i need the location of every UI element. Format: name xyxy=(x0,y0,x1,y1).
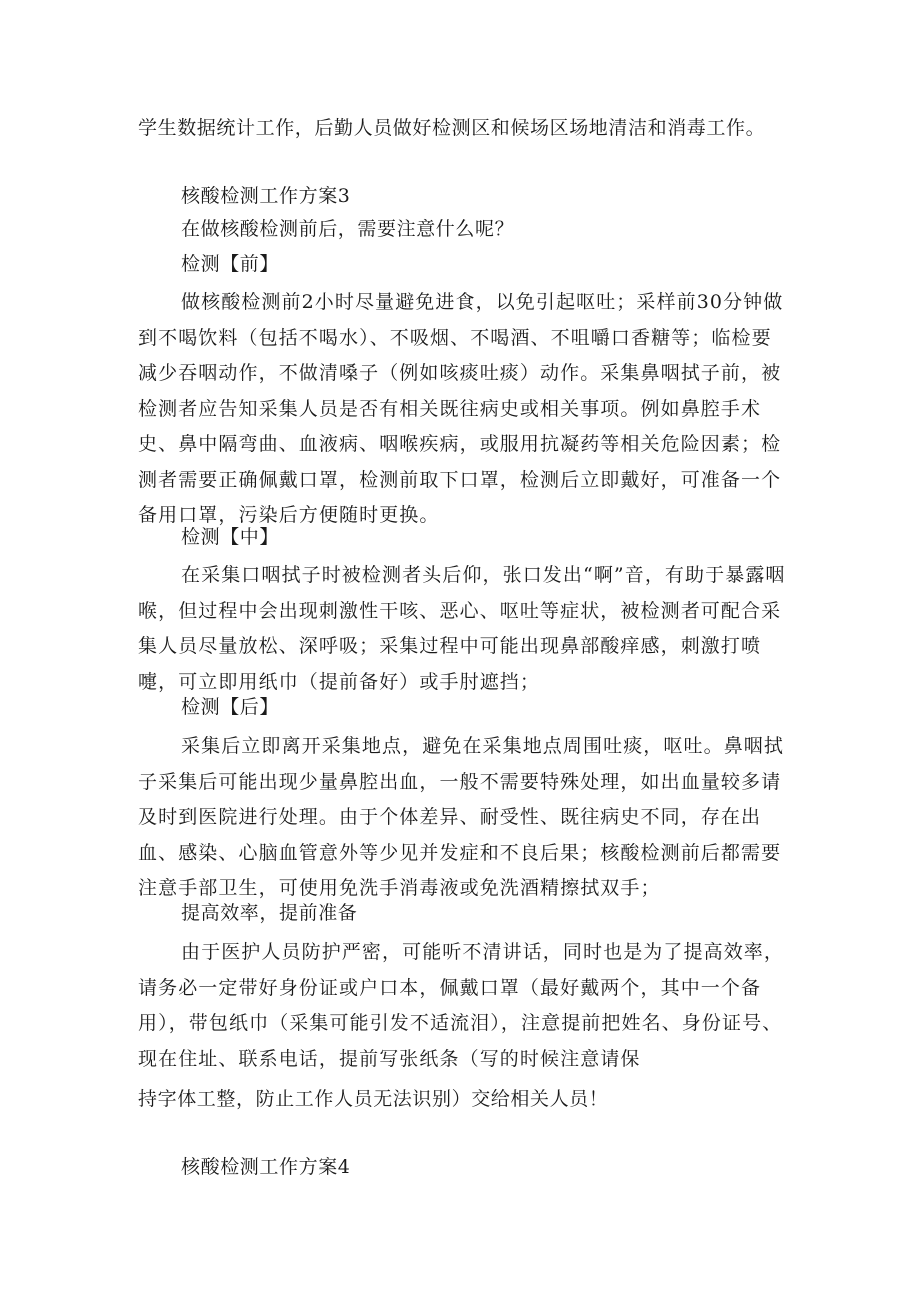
before-paragraph: 做核酸检测前2小时尽量避免进食，以免引起呕吐；采样前30分钟做到不喝饮料（包括不喝水）、不吸烟、不喝酒、不咀嚼口香糖等；临检要减少吞咽动作，不做清嗓子（例如咳痰吐痰）动作。采集鼻咽拭子前，被检测者应告知采集人员是否有相关既往病史或相关事项。例如鼻腔手术史、鼻中隔弯曲、血液病、咽喉疾病，或服用抗凝药等相关危险因素；检测者需要正确佩戴口罩，检测前取下口罩，检测后立即戴好，可准备一个备用口罩，污染后方便随时更换。 xyxy=(138,291,784,526)
during-heading: 检测【中】 xyxy=(181,526,280,548)
top-line: 学生数据统计工作，后勤人员做好检测区和候场区场地清洁和消毒工作。 xyxy=(138,117,766,139)
efficiency-heading: 提高效率，提前准备 xyxy=(181,902,358,924)
question-line: 在做核酸检测前后，需要注意什么呢？ xyxy=(181,218,515,240)
section4-title: 核酸检测工作方案4 xyxy=(181,1156,351,1178)
during-paragraph: 在采集口咽拭子时被检测者头后仰，张口发出“啊”音，有助于暴露咽喉，但过程中会出现刺激性干咳、恶心、呕吐等症状，被检测者可配合采集人员尽量放松、深呼吸；采集过程中可能出现鼻部酸痒感，刺激打喷嚏，可立即用纸巾（提前备好）或手肘遮挡； xyxy=(138,564,786,693)
after-heading: 检测【后】 xyxy=(181,696,280,718)
before-heading: 检测【前】 xyxy=(181,253,280,275)
after-paragraph: 采集后立即离开采集地点，避免在采集地点周围吐痰，呕吐。鼻咽拭子采集后可能出现少量鼻腔出血，一般不需要特殊处理，如出血量较多请及时到医院进行处理。由于个体差异、耐受性、既往病史不同，存在出血、感染、心脑血管意外等少见并发症和不良后果；核酸检测前后都需要注意手部卫生，可使用免洗手消毒液或免洗酒精擦拭双手； xyxy=(138,735,785,899)
efficiency-paragraph: 由于医护人员防护严密，可能听不清讲话，同时也是为了提高效率，请务必一定带好身份证或户口本，佩戴口罩（最好戴两个，其中一个备用），带包纸巾（采集可能引发不适流泪），注意提前把姓名、身份证号、现在住址、联系电话，提前写张纸条（写的时候注意请保 xyxy=(138,941,785,1070)
section3-title: 核酸检测工作方案3 xyxy=(181,185,351,207)
efficiency-tail: 持字体工整，防止工作人员无法识别）交给相关人员！ xyxy=(138,1088,609,1110)
